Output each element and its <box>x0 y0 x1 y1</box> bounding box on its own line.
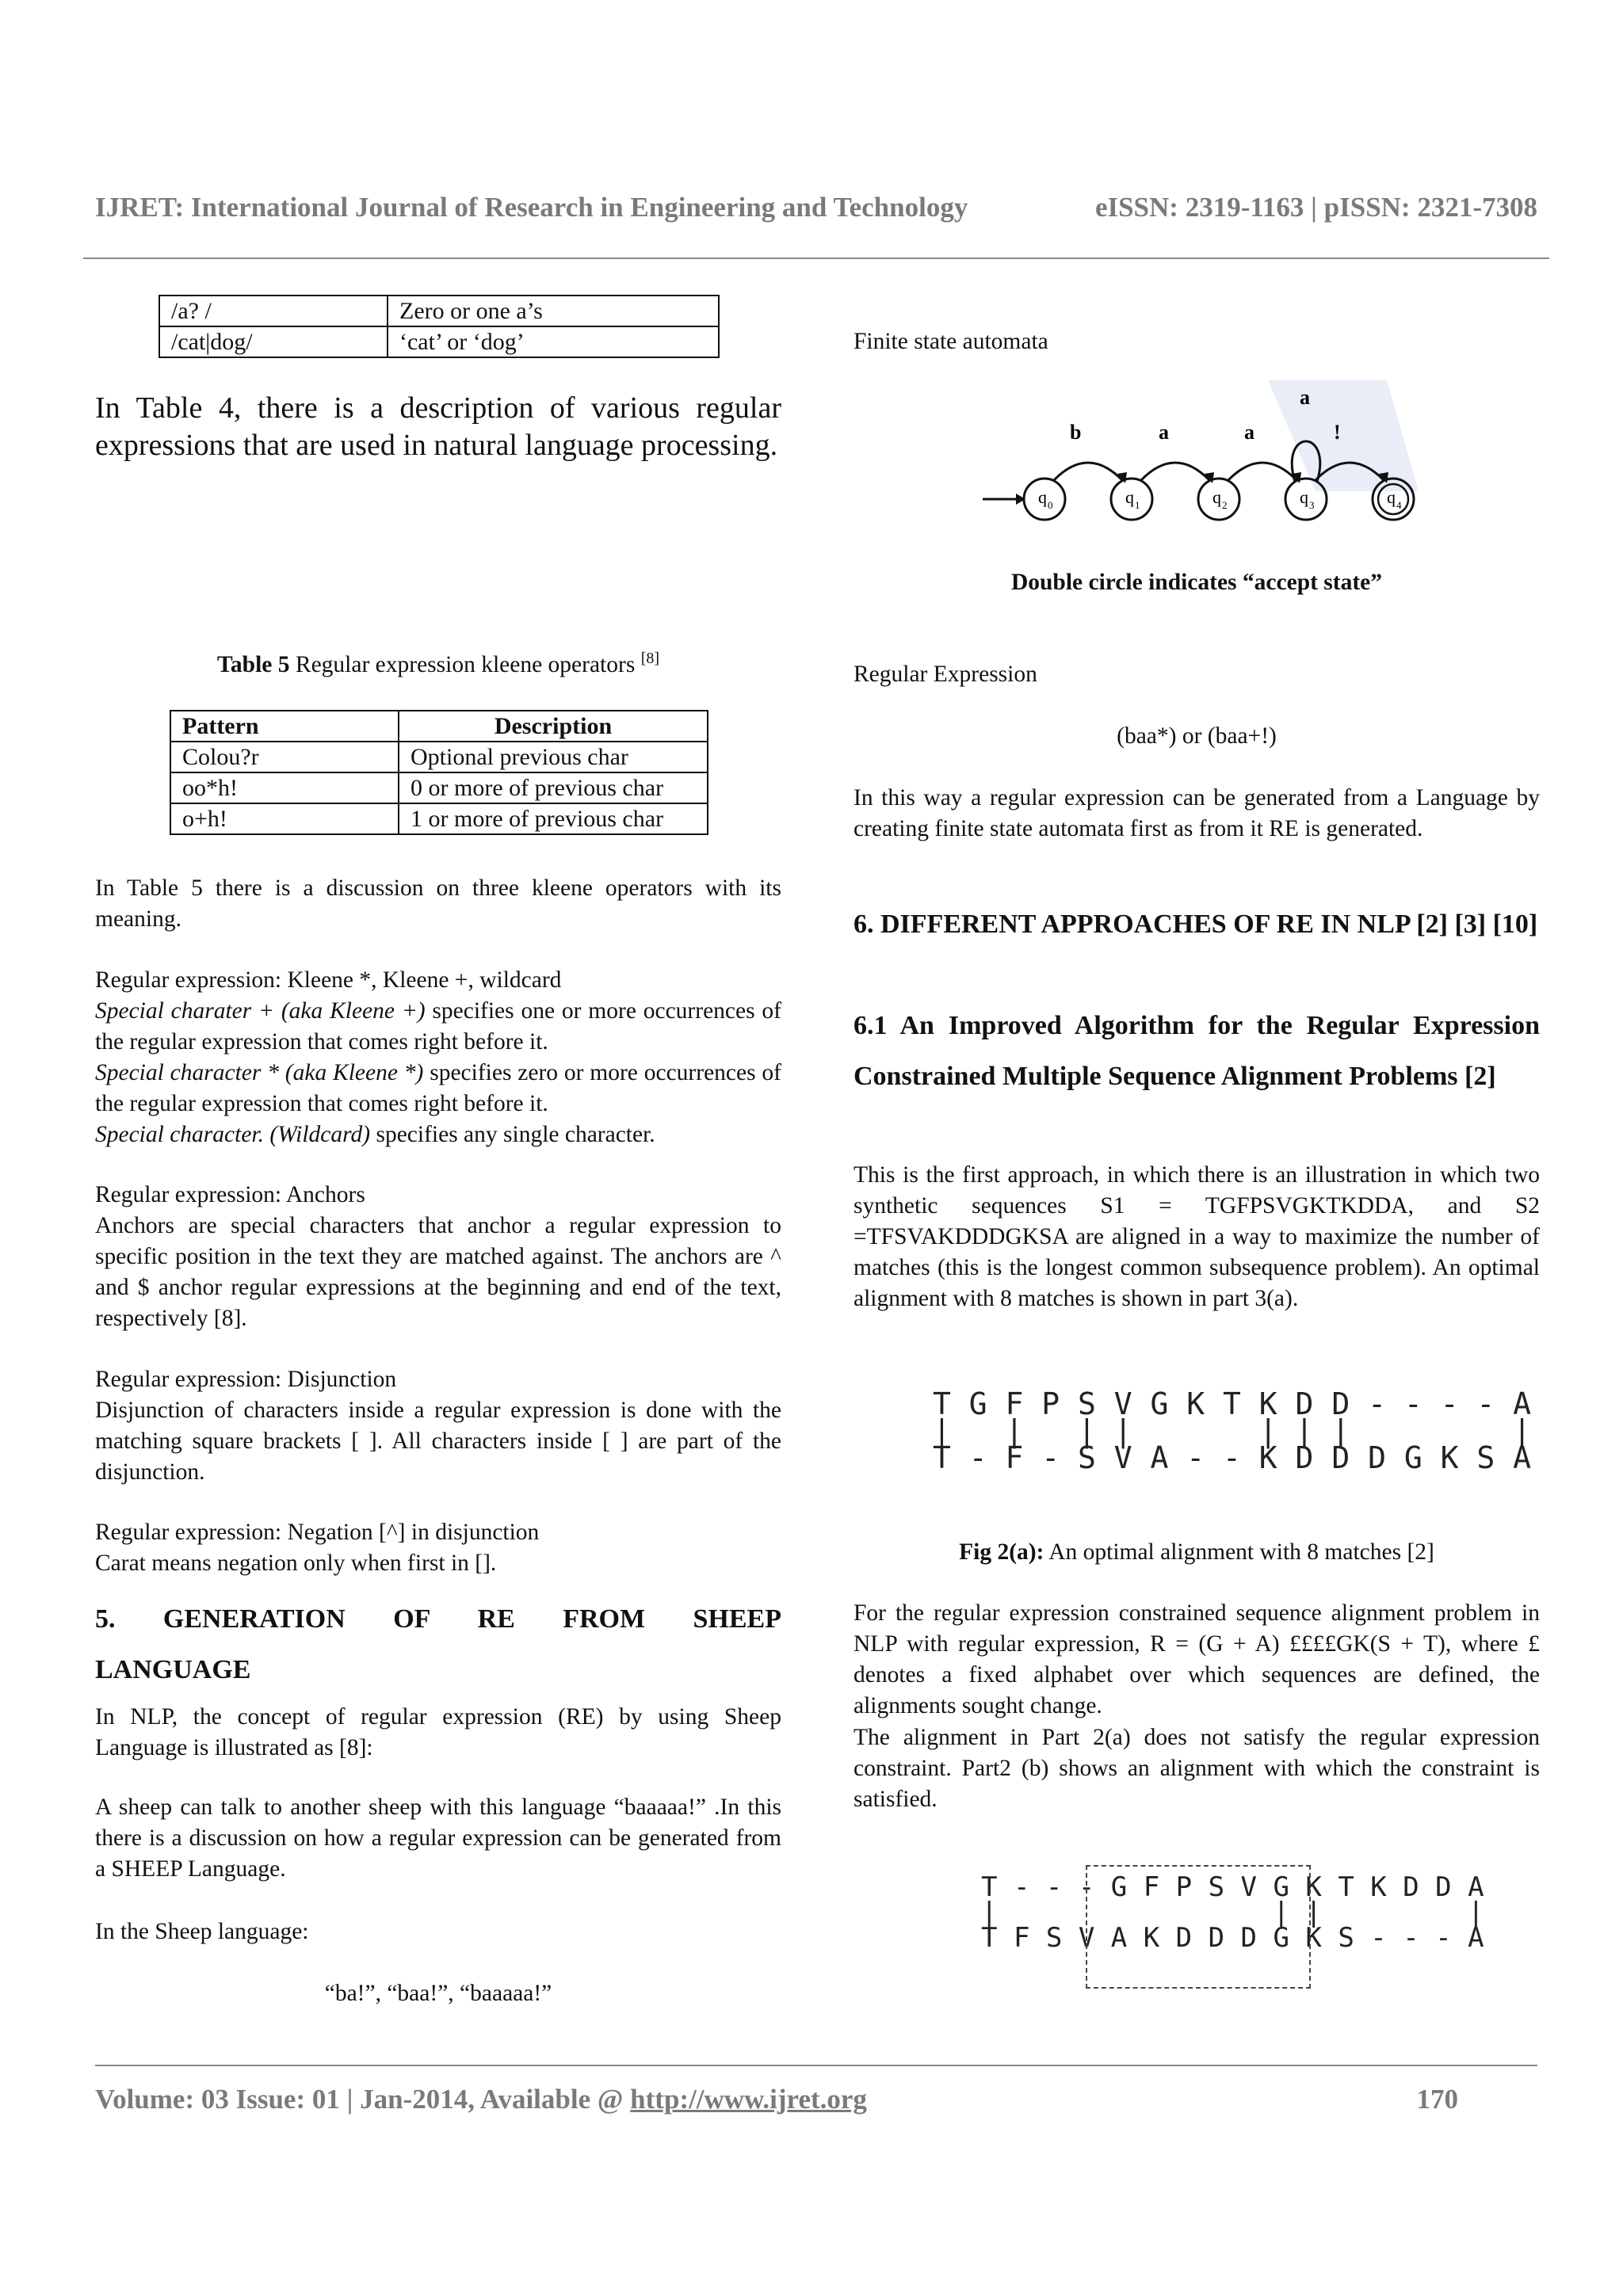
footer-rule <box>95 2065 1537 2066</box>
sequence-s1: T - - - G F P S V G K T K D D A <box>981 1871 1484 1903</box>
state-label: q <box>1038 487 1047 507</box>
table-row <box>159 296 719 326</box>
section6-1-heading: 6.1 An Improved Algorithm for the Regular Expression Constrained Multiple Sequence Alignment Problems [2] <box>854 1011 1540 1091</box>
kleene-star <box>95 1058 781 1119</box>
constraint-box <box>1086 1865 1311 1989</box>
fsa-label: Finite state automata <box>854 329 1048 354</box>
transition-arc <box>1054 463 1122 480</box>
fsa-diagram <box>975 372 1466 539</box>
state-q0 <box>1024 479 1065 520</box>
column-header: Pattern <box>170 711 399 742</box>
section5-heading: 5. GENERATION OF RE FROM SHEEP LANGUAGE <box>95 1604 781 1684</box>
volume-info <box>95 2084 867 2115</box>
disjunction-text: Disjunction of characters inside a regular expression is done with the matching square brackets [ ]. All characters inside [ ] are part of the disjunction. <box>95 1398 781 1485</box>
figure-2a-caption <box>854 1537 1540 1568</box>
journal-link[interactable]: http://www.ijret.org <box>630 2084 867 2115</box>
state-label: q <box>1387 487 1396 507</box>
regex-paragraph: In this way a regular expression can be generated from a Language by creating finite state automata first as from it RE is generated. <box>854 785 1540 841</box>
kleene-plus <box>95 996 781 1058</box>
table-row <box>170 742 708 772</box>
table-cell: /a? / <box>159 296 388 326</box>
table-header-row <box>170 711 708 742</box>
disjunction-block <box>95 1364 781 1488</box>
table5 <box>170 710 708 835</box>
caption-ref: [8] <box>640 650 660 667</box>
term: Special character. (Wildcard) <box>95 1122 371 1147</box>
match-lines: | | | | | | | | <box>933 1413 1531 1448</box>
negation-block <box>95 1517 781 1579</box>
caption-text: Regular expression kleene operators <box>289 651 641 677</box>
table-row <box>159 326 719 357</box>
column-header: Description <box>399 711 708 742</box>
header-rule <box>83 257 1549 259</box>
regex-label: Regular Expression <box>854 662 1037 687</box>
table-cell: oo*h! <box>170 772 399 803</box>
journal-title: IJRET: International Journal of Research in Engineering and Technology <box>95 192 968 223</box>
figure-text: An optimal alignment with 8 matches [2] <box>1044 1539 1434 1565</box>
table-cell: Optional previous char <box>399 742 708 772</box>
table5-caption <box>95 643 781 681</box>
kleene-block <box>95 965 781 1150</box>
table-cell: /cat|dog/ <box>159 326 388 357</box>
section6-paragraph-1: This is the first approach, in which there is an illustration in which two synthetic sequences S1 = TGFPSVGKTKDDA, and S2 =TFSVAKDDDGKSA are aligned in a way to maximize the number of matches (this is the longest common subsequence problem). An optimal alignment with 8 matches is shown in part 3(a). <box>854 1162 1540 1311</box>
sequence-s1: T G F P S V G K T K D D - - - - A <box>933 1386 1531 1421</box>
table-cell: o+h! <box>170 803 399 834</box>
term: Special character * (aka Kleene *) <box>95 1060 424 1085</box>
state-label: q <box>1212 487 1221 507</box>
sheep-examples: “ba!”, “baa!”, “baaaaa!” <box>324 1981 552 2006</box>
table-row <box>170 772 708 803</box>
disjunction-title: Regular expression: Disjunction <box>95 1367 397 1392</box>
state-sub: 4 <box>1396 499 1402 511</box>
section5-intro: In NLP, the concept of regular expression (RE) by using Sheep Language is illustrated as [8]: <box>95 1704 781 1760</box>
state-label: q <box>1300 487 1308 507</box>
table5-description: In Table 5 there is a discussion on three kleene operators with its meaning. <box>95 875 781 932</box>
state-q1 <box>1111 479 1152 520</box>
section6-paragraph-2: For the regular expression constrained sequence alignment problem in NLP with regular expression, R = (G + A) ££££GK(S + T), where £ denotes a fixed alphabet over which sequences are defined, the alignments sought change. <box>854 1600 1540 1718</box>
anchors-text: Anchors are special characters that anchor a regular expression to specific position in the text they are matched against. The anchors are ^ and $ anchor regular expressions at the beginning and end of the text, respectively [8]. <box>95 1213 781 1331</box>
table-cell: 1 or more of previous char <box>399 803 708 834</box>
definition: specifies one or more occurrences of the regular expression that comes right before it. <box>95 998 782 1055</box>
table4-tail <box>158 295 720 358</box>
alignment-b <box>981 1871 1484 1954</box>
alignment-a <box>933 1386 1531 1475</box>
table-cell: Zero or one a’s <box>388 296 719 326</box>
table-row <box>170 803 708 834</box>
table-cell: ‘cat’ or ‘dog’ <box>388 326 719 357</box>
table-cell: 0 or more of previous char <box>399 772 708 803</box>
anchors-block <box>95 1180 781 1334</box>
transition-arc <box>1141 463 1209 480</box>
running-footer <box>95 2084 1458 2115</box>
page-number: 170 <box>1416 2084 1458 2115</box>
issn: eISSN: 2319-1163 | pISSN: 2321-7308 <box>1094 192 1537 223</box>
section6-paragraph-3: The alignment in Part 2(a) does not satisfy the regular expression constraint. Part2 (b) shows an alignment with which the constraint is satisfied. <box>854 1725 1540 1812</box>
state-q3 <box>1285 479 1327 520</box>
anchors-title: Regular expression: Anchors <box>95 1182 365 1207</box>
transition-label: a <box>1244 421 1254 444</box>
table-cell: Colou?r <box>170 742 399 772</box>
running-header <box>95 192 1537 223</box>
kleene-title: Regular expression: Kleene *, Kleene +, wildcard <box>95 967 562 993</box>
state-sub: 1 <box>1135 499 1140 511</box>
negation-title: Regular expression: Negation [^] in disjunction <box>95 1520 540 1545</box>
state-sub: 3 <box>1309 499 1315 511</box>
figure-label: Fig 2(a): <box>959 1539 1044 1565</box>
sequence-s2: T - F - S V A - - K D D D G K S A <box>933 1440 1531 1475</box>
transition-arc <box>1228 463 1296 480</box>
section6-heading: 6. DIFFERENT APPROACHES OF RE IN NLP [2] [3] [10] <box>854 910 1538 939</box>
definition: specifies zero or more occurrences of the regular expression that comes right before it. <box>95 1060 781 1116</box>
fsa-caption: Double circle indicates “accept state” <box>1010 570 1383 595</box>
term: Special charater + (aka Kleene +) <box>95 998 426 1024</box>
match-lines: | | | | <box>981 1897 1484 1928</box>
state-q2 <box>1198 479 1239 520</box>
sequence-s2: T F S V A K D D D G K S - - - A <box>981 1922 1484 1954</box>
state-sub: 0 <box>1048 499 1053 511</box>
section5-sheep: A sheep can talk to another sheep with this language “baaaaa!” .In this there is a discussion on how a regular expression can be generated from a SHEEP Language. <box>95 1794 781 1882</box>
state-q4-accept <box>1373 479 1414 520</box>
definition: specifies any single character. <box>370 1122 655 1147</box>
transition-label: b <box>1070 421 1082 444</box>
state-label: q <box>1125 487 1134 507</box>
transition-label: a <box>1159 421 1169 444</box>
state-sub: 2 <box>1222 499 1228 511</box>
transition-label: ! <box>1334 421 1341 444</box>
regex-expression: (baa*) or (baa+!) <box>1117 723 1277 749</box>
caption-label: Table 5 <box>216 651 290 677</box>
loop-label: a <box>1300 386 1310 409</box>
section5-sheep-lang: In the Sheep language: <box>95 1919 309 1944</box>
table4-description: In Table 4, there is a description of various regular expressions that are used in natural language processing. <box>95 391 781 462</box>
volume-text: Volume: 03 Issue: 01 | Jan-2014, Available @ <box>95 2084 631 2115</box>
wildcard <box>95 1119 781 1150</box>
negation-text: Carat means negation only when first in []. <box>95 1550 497 1576</box>
